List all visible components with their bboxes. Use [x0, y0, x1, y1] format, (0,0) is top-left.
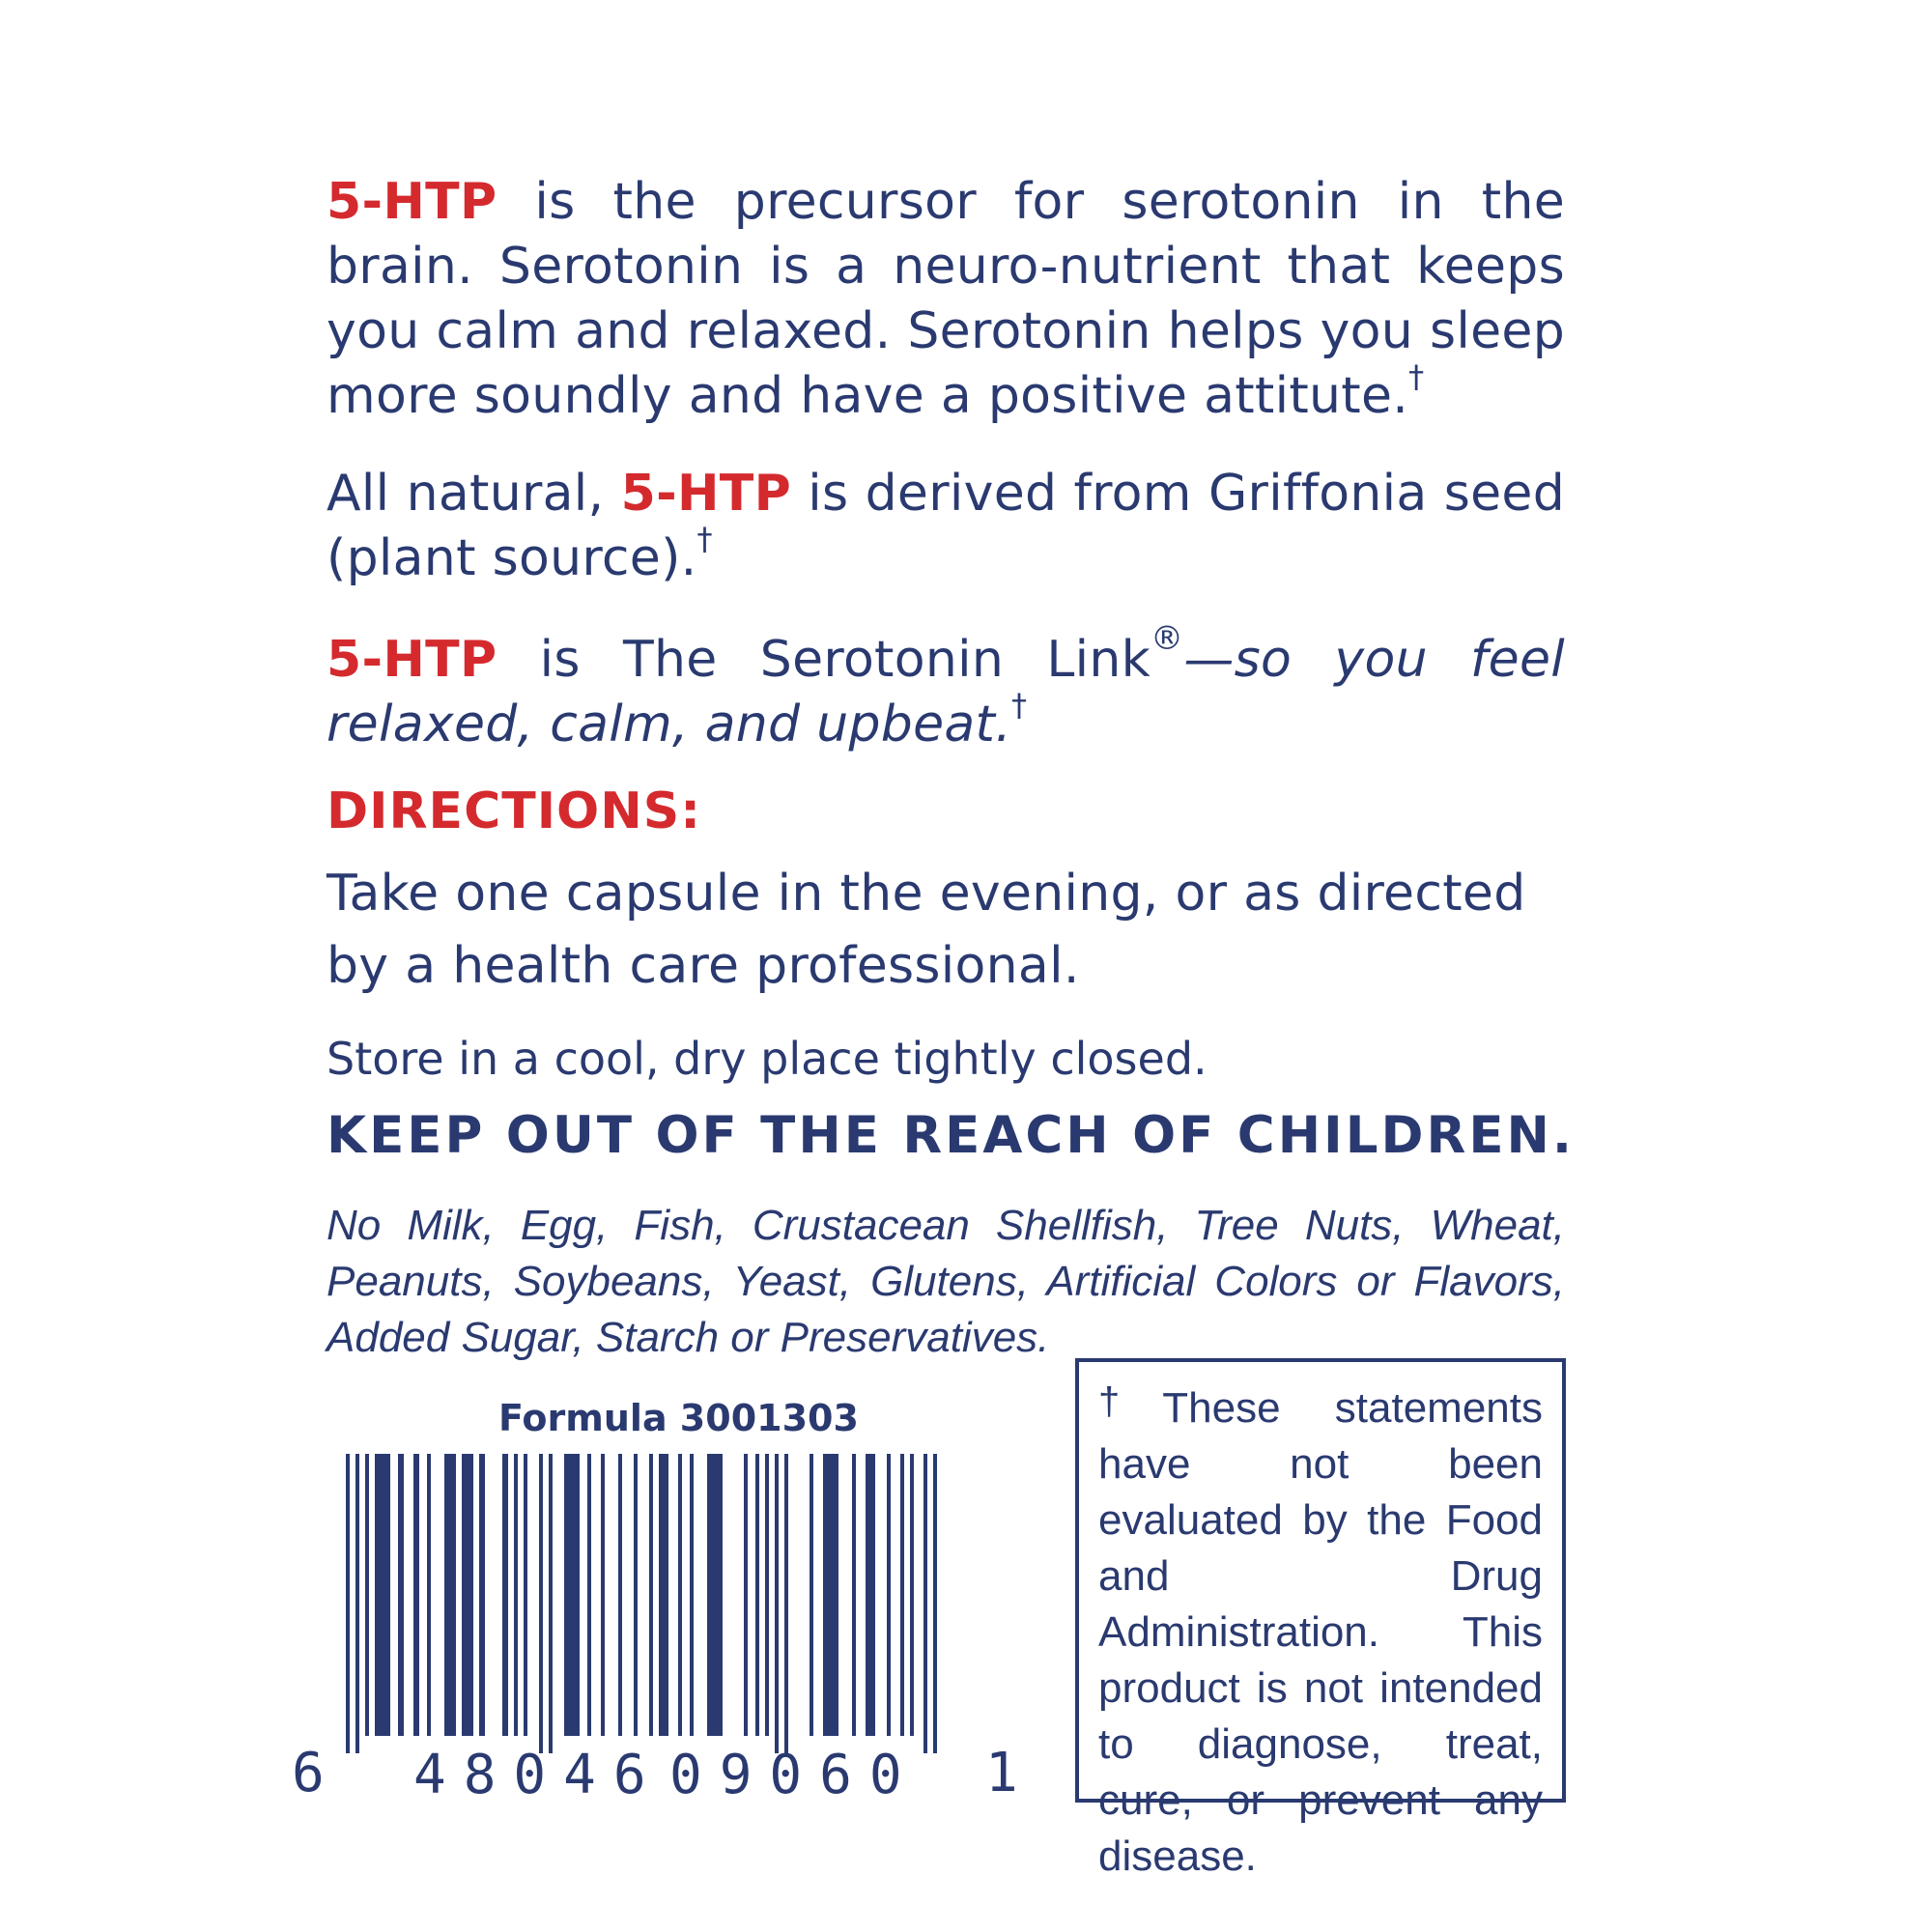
barcode-bar — [634, 1454, 638, 1736]
tagline: —so you feel relaxed, calm, and upbeat. — [327, 631, 1565, 753]
barcode-bar — [910, 1454, 914, 1736]
barcode-bar — [810, 1454, 813, 1736]
brand-name: 5-HTP — [327, 173, 497, 231]
dagger-mark: † — [1098, 1380, 1163, 1423]
barcode-bar — [852, 1454, 856, 1736]
source-text: is derived from Griffonia seed (plant source). — [327, 465, 1565, 587]
source-paragraph — [327, 462, 1565, 591]
barcode-bar — [427, 1454, 431, 1736]
barcode-digits-left: 48046 — [413, 1744, 664, 1806]
barcode-bar — [866, 1454, 875, 1736]
barcode-bar — [775, 1454, 779, 1753]
barcode-bar — [549, 1454, 553, 1753]
barcode-bar — [413, 1454, 419, 1736]
barcode-bar — [659, 1454, 668, 1736]
directions-text: Take one capsule in the evening, or as directed by a health care professional. — [327, 865, 1526, 995]
barcode-digit-last: 1 — [985, 1742, 1018, 1804]
barcode-bar — [601, 1454, 605, 1736]
registered-mark: ® — [1151, 619, 1184, 658]
barcode-bar — [707, 1454, 723, 1736]
serotonin-link-paragraph — [327, 619, 1565, 757]
barcode-bar — [365, 1454, 369, 1736]
barcode-bar — [690, 1454, 694, 1736]
barcode-bar — [375, 1454, 390, 1736]
directions-heading: DIRECTIONS: — [327, 782, 702, 840]
child-warning: KEEP OUT OF THE REACH OF CHILDREN. — [327, 1106, 1576, 1165]
barcode-image — [290, 1454, 985, 1773]
intro-paragraph — [327, 170, 1565, 429]
barcode-bar — [765, 1454, 769, 1736]
brand-name: 5-HTP — [327, 631, 497, 689]
formula-number: Formula 3001303 — [498, 1397, 859, 1439]
barcode-bar — [823, 1454, 838, 1736]
barcode-bar — [514, 1454, 518, 1736]
barcode-bar — [462, 1454, 473, 1736]
disclaimer-text: These statements have not been evaluated by the Food and Drug Administration. This product is not intended to diagnose, treat, cure, or prevent any disease. — [1098, 1384, 1543, 1880]
barcode-bar — [649, 1454, 653, 1736]
barcode-bar — [887, 1454, 891, 1736]
fda-disclaimer-box — [1075, 1358, 1566, 1880]
barcode-bar — [398, 1454, 404, 1736]
barcode-bar — [346, 1454, 350, 1753]
source-prefix: All natural, — [327, 465, 621, 523]
barcode-bar — [618, 1454, 622, 1736]
barcode-digits-right: 09060 — [669, 1744, 920, 1806]
barcode-bar — [355, 1454, 359, 1753]
serotonin-link-text: is The Serotonin Link — [497, 631, 1151, 689]
barcode-bar — [678, 1454, 682, 1736]
barcode-bar — [744, 1454, 748, 1736]
barcode-bar — [502, 1454, 508, 1736]
barcode-bar — [479, 1454, 485, 1736]
barcode-bar — [539, 1454, 543, 1753]
brand-name: 5-HTP — [620, 465, 791, 523]
barcode-digit-first: 6 — [292, 1742, 325, 1804]
dagger-mark: † — [696, 521, 713, 557]
barcode-bar — [564, 1454, 580, 1736]
barcode-bar — [524, 1454, 527, 1736]
barcode-bar — [923, 1454, 927, 1753]
dagger-mark: † — [1408, 358, 1425, 395]
barcode-bar — [444, 1454, 456, 1736]
allergen-statement: No Milk, Egg, Fish, Crustacean Shellfish, Tree Nuts, Wheat, Peanuts, Soybeans, Yeast, Glutens, Artificial Colors or Flavors, Added Sugar, Starch or Preservatives. — [327, 1202, 1565, 1361]
intro-text: is the precursor for serotonin in the brain. Serotonin is a neuro-nutrient that keeps you calm and relaxed. Serotonin helps you sleep more soundly and have a positive attitute. — [327, 173, 1565, 425]
barcode-bar — [587, 1454, 591, 1736]
dagger-mark: † — [1011, 687, 1028, 724]
barcode-bar — [933, 1454, 937, 1753]
barcode-bar — [784, 1454, 788, 1753]
storage-instructions: Store in a cool, dry place tightly closed. — [327, 1033, 1208, 1085]
barcode-bar — [755, 1454, 759, 1736]
barcode-bar — [900, 1454, 904, 1736]
